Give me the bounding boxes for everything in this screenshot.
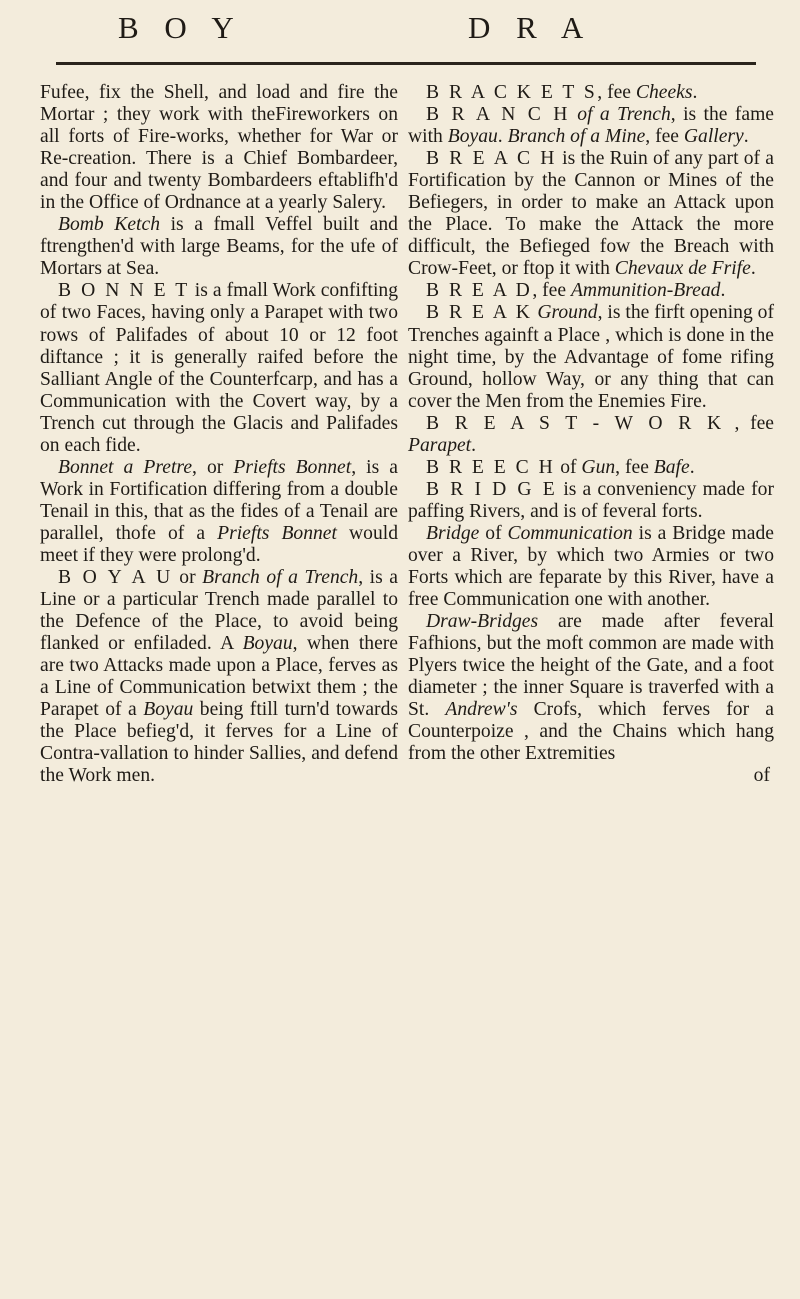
entry-bonnet-a-pretre: Bonnet a Pretre, or Priefts Bonnet, is a Work in Fortification differing from a double Tenail in this, that as the fides of a Tenail are parallel, thofe of a Priefts Bonnet would meet if they were prolong'd. (40, 456, 398, 566)
entry-bonnet: B O N N E T is a fmall Work confifting of two Faces, having only a Parapet with two rows of Palifades of about 10 or 12 foot diftance ; it is generally raifed before the Salliant Angle of the Counterfcarp, and has a Communication with the Covert way, by a Trench cut through the Glacis and Palifades on each fide. (40, 280, 398, 456)
headword-break: B R E A K (426, 302, 533, 324)
headword-bomb-ketch: Bomb Ketch (58, 214, 160, 236)
running-head-right: D R A (468, 10, 593, 45)
entry-bomb-ketch: Bomb Ketch is a fmall Veffel built and ftrengthen'd with large Beams, for the ufe of Mortars at Sea. (40, 214, 398, 280)
entry-brackets: B R A C K E T S, fee Cheeks. (426, 82, 698, 103)
headword-bridge: B R I D G E (426, 478, 558, 500)
entry-boyau: B O Y A U or Branch of a Trench, is a Line or a particular Trench made parallel to the Defence of the Place, to avoid being flanked or enfiladed. A Boyau, when there are two Attacks made upon a Place, ferves as a Line of Communication betwixt them ; the Parapet of a Boyau being ftill turn'd towards the Place befieg'd, it ferves for a Line of Contra-vallation to hinder Sallies, and defend the Work men. (40, 567, 398, 787)
headword-draw-bridges: Draw-Bridges (426, 611, 539, 633)
entry-breast-work: B R E A S T - W O R K , fee Parapet. (408, 412, 774, 456)
catchword: of (753, 765, 770, 787)
entry-branch: B R A N C H of a Trench, is the fame with Boyau. Branch of a Mine, fee Gallery. (408, 104, 775, 148)
running-head-left: B O Y (118, 10, 243, 45)
headword-bonnet: B O N N E T (58, 280, 190, 302)
entry-bombardeer-continued: Fufee, fix the Shell, and load and fire the Mortar ; they work with theFireworkers on all forts of Fire-works, whether for War or Re-creation. There is a Chief Bombardeer, and four and twenty Bombardeers eftablifh'd in the Office of Ordnance at a yearly Salery. (40, 82, 398, 214)
headword-breach: B R E A C H (426, 148, 557, 170)
headword-bridge-of-communication: Bridge (426, 522, 480, 544)
running-head (0, 4, 800, 56)
headword-breast-work: B R E A S T - W O R K (426, 412, 724, 434)
entry-bridge-of-communication: Bridge of Communication is a Bridge made over a River, by which two Armies or two Forts which are feparate by this River, have a free Communication one with another. (408, 522, 774, 611)
headword-branch: B R A N C H (426, 104, 570, 126)
right-column (408, 82, 774, 788)
headword-breech: B R E E C H (426, 456, 556, 478)
entry-break-ground: B R E A K Ground, is the firft opening of Trenches againft a Place , which is done in the night time, by the Advantage of fome rifing Ground, hollow Way, or any thing that can cover the Men from the Enemies Fire. (408, 302, 774, 412)
left-column (40, 82, 398, 788)
headword-brackets: B R A C K E T S (426, 82, 598, 103)
header-rule (56, 62, 756, 65)
headword-bonnet-a-pretre: Bonnet a Pretre (58, 456, 193, 478)
headword-bread: B R E A D (426, 280, 533, 302)
entry-bread: B R E A D, fee Ammunition-Bread. (426, 280, 726, 302)
entry-draw-bridges: Draw-Bridges are made after feveral Fafhions, but the moft common are made with Plyers twice the height of the Gate, and a foot diameter ; the inner Square is traverfed with a St. Andrew's Crofs, which ferves for a Counterpoize , and the Chains which hang from the other Extremities (408, 611, 774, 765)
entry-breach: B R E A C H is the Ruin of any part of a Fortification by the Cannon or Mines of the Befiegers, in order to make an Attack upon the Place. To make the Attack the more difficult, the Befieged fow the Breach with Crow-Feet, or ftop it with Chevaux de Frife. (408, 148, 774, 280)
headword-boyau: B O Y A U (58, 567, 173, 589)
entry-bridge: B R I D G E is a conveniency made for paffing Rivers, and is of feveral forts. (408, 478, 774, 522)
entry-breech: B R E E C H of Gun, fee Bafe. (426, 456, 695, 478)
